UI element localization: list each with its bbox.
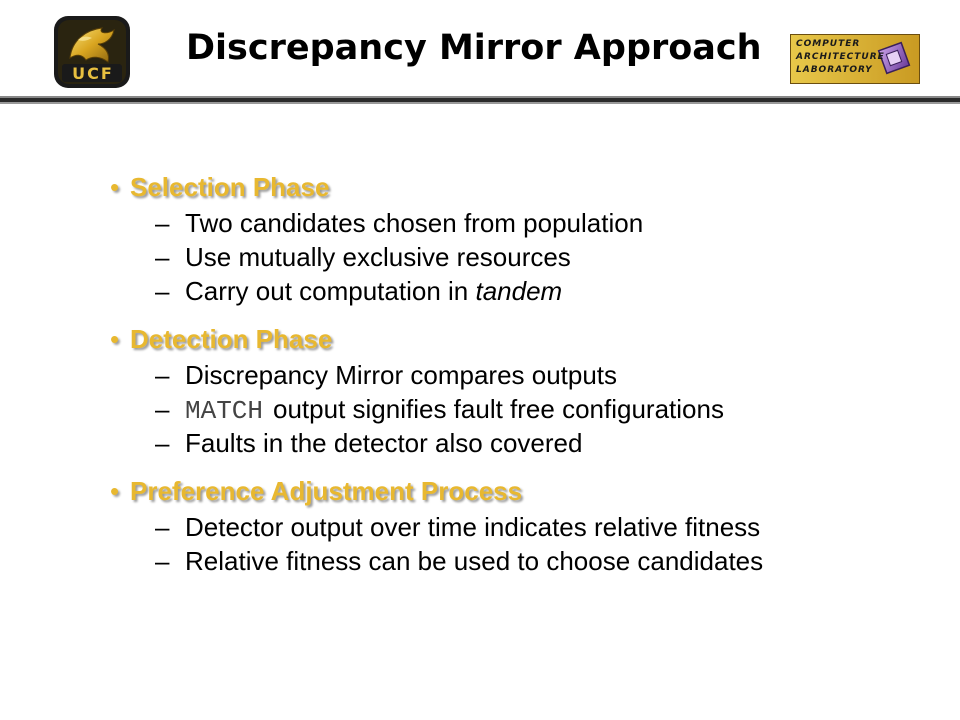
code-keyword: MATCH	[185, 396, 264, 426]
header-divider	[0, 96, 960, 104]
list-item	[110, 208, 930, 242]
section-heading-row	[110, 324, 930, 360]
bullet-icon: •	[110, 324, 120, 354]
bullet-icon: •	[110, 476, 120, 506]
dash-icon: –	[155, 360, 170, 390]
dash-icon: –	[155, 394, 170, 424]
section-heading: Detection Phase	[130, 324, 333, 354]
dash-icon: –	[155, 208, 170, 238]
sub-list	[110, 512, 930, 580]
dash-icon: –	[155, 242, 170, 272]
list-item-text: Two candidates chosen from population	[185, 208, 644, 238]
list-item	[110, 428, 930, 462]
list-item	[110, 546, 930, 580]
list-item-text: output signifies fault free configurations	[273, 394, 724, 424]
dash-icon: –	[155, 546, 170, 576]
list-item-text: Relative fitness can be used to choose candidates	[185, 546, 764, 576]
list-item-text: Detector output over time indicates relative fitness	[185, 512, 761, 542]
sub-list	[110, 360, 930, 462]
bullet-icon: •	[110, 172, 120, 202]
list-item-text: Discrepancy Mirror compares outputs	[185, 360, 618, 390]
cal-logo-line-2: ARCHITECTURE	[796, 52, 885, 62]
section-heading: Preference Adjustment Process	[130, 476, 523, 506]
slide-content	[110, 172, 930, 594]
sub-list	[110, 208, 930, 310]
section-preference-adjustment	[110, 476, 930, 580]
list-item	[110, 360, 930, 394]
list-item	[110, 276, 930, 310]
dash-icon: –	[155, 428, 170, 458]
cal-logo-text	[796, 38, 892, 77]
list-item-text	[185, 276, 562, 307]
list-item-text: Faults in the detector also covered	[185, 428, 583, 458]
list-item	[110, 512, 930, 546]
section-detection-phase	[110, 324, 930, 462]
ucf-logo-text: UCF	[72, 64, 114, 83]
section-heading-row	[110, 172, 930, 208]
page-title: Discrepancy Mirror Approach	[186, 28, 762, 68]
list-item-text: Use mutually exclusive resources	[185, 242, 571, 272]
list-item-text-plain: Carry out computation in	[185, 276, 476, 306]
dash-icon: –	[155, 512, 170, 542]
dash-icon: –	[155, 276, 170, 306]
list-item-text-italic: tandem	[475, 276, 563, 306]
cal-logo-line-1: COMPUTER	[796, 39, 861, 49]
list-item	[110, 394, 930, 428]
section-heading: Selection Phase	[130, 172, 330, 202]
section-heading-row	[110, 476, 930, 512]
list-item	[110, 242, 930, 276]
section-selection-phase	[110, 172, 930, 310]
cal-logo-line-3: LABORATORY	[796, 65, 873, 75]
